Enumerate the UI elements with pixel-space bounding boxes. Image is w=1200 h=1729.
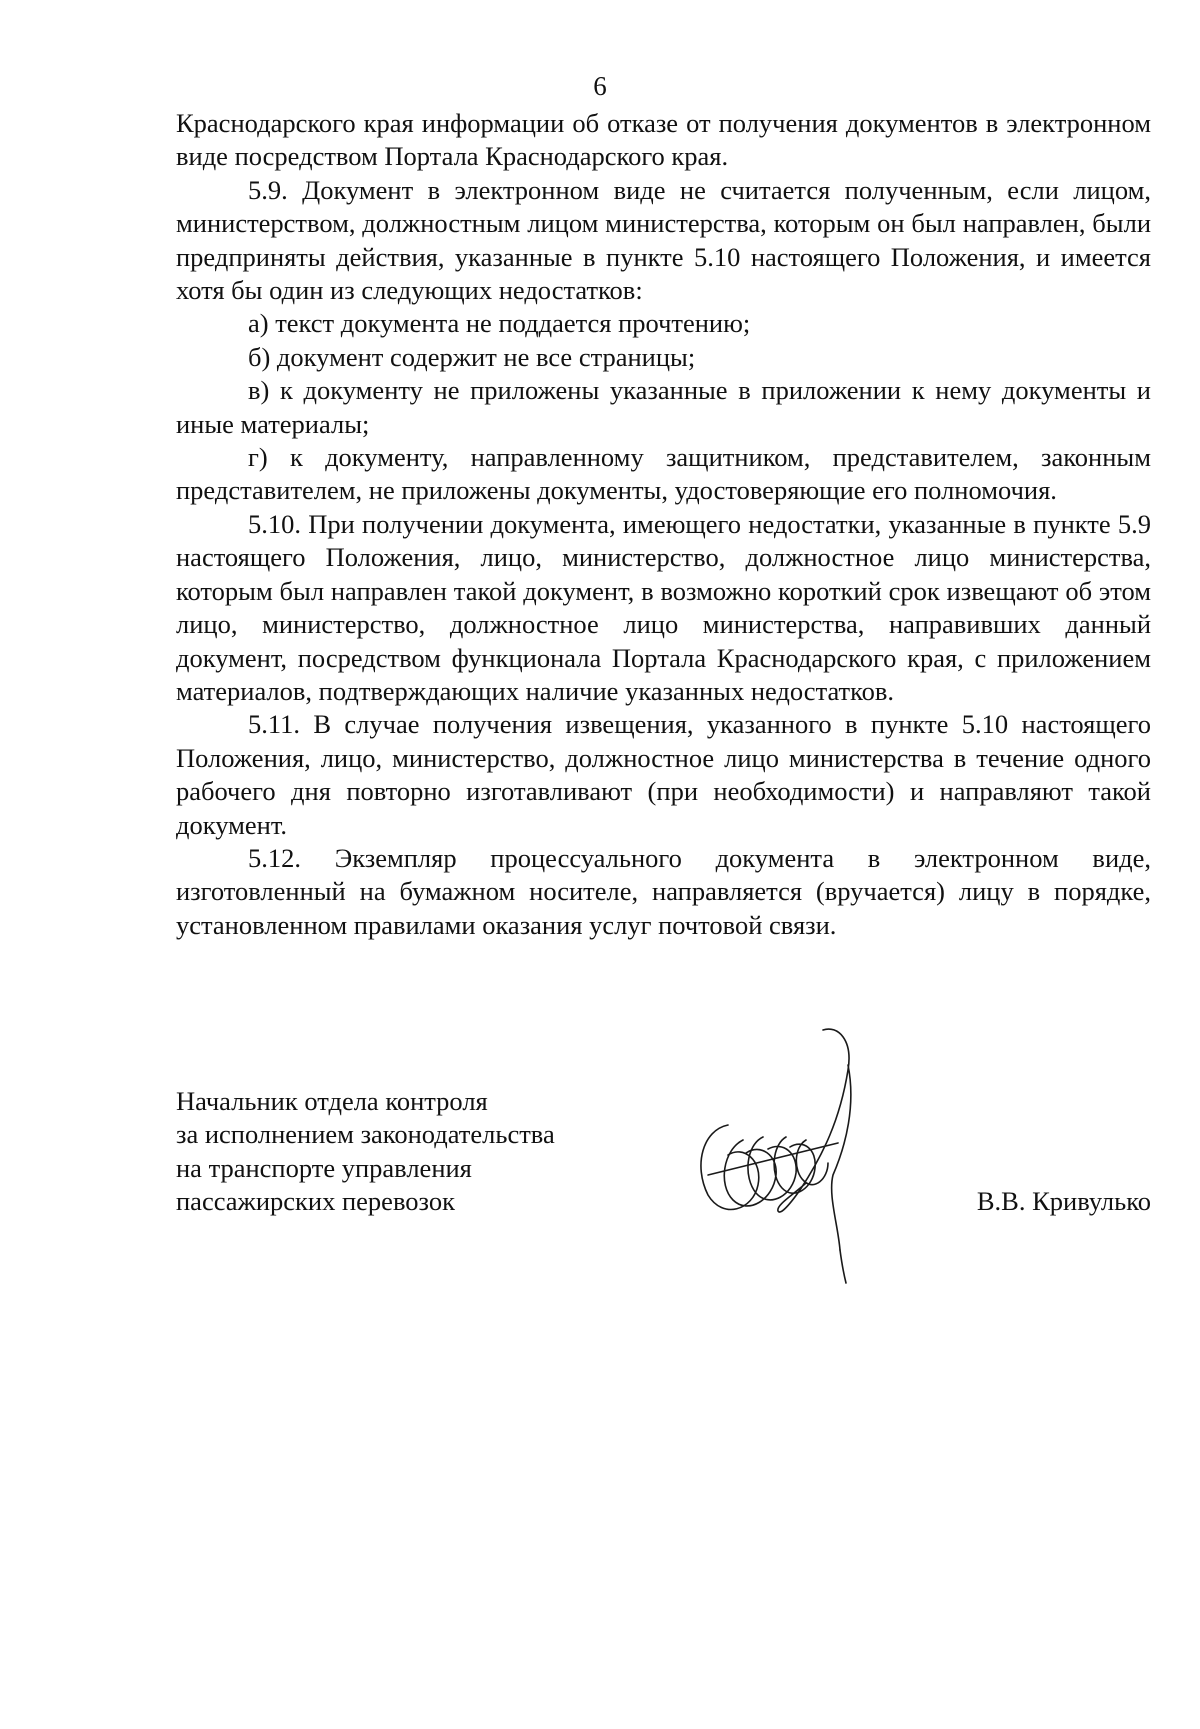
paragraph-continuation: Краснодарского края информации об отказе от получения документов в электронном виде посредством Портала Краснодарского края. [176,108,1151,172]
signer-position-line: за исполнением законодательства [176,1119,555,1150]
signature-stroke [840,1250,846,1283]
signer-position-line: Начальник отдела контроля [176,1086,488,1116]
signer-position [176,1085,696,1219]
paragraph-5-11: 5.11. В случае получения извещения, указанного в пункте 5.10 настоящего Положения, лицо, министерство, должностное лицо министерства в течение одного рабочего дня повторно изготавливают (при необходимости) и направляют такой документ. [176,709,1151,840]
list-item-v: в) к документу не приложены указанные в приложении к нему документы и иные материалы; [176,375,1151,439]
document-body [176,107,1151,942]
signature-block [176,1085,1151,1295]
paragraph-5-9: 5.9. Документ в электронном виде не считается полученным, если лицом, министерством, должностным лицом министерства, которым он был направлен, были предприняты действия, указанные в пункте 5.10 настоящего Положения, и имеется хотя бы один из следующих недостатков: [176,174,1151,306]
paragraph-5-12: 5.12. Экземпляр процессуального документа в электронном виде, изготовленный на бумажном носителе, направляется (вручается) лицу в порядке, установленном правилами оказания услуг почтовой связи. [176,842,1151,940]
list-item-g: г) к документу, направленному защитником, представителем, законным представителем, не приложены документы, удостоверяющие его полномочия. [176,442,1151,506]
list-item-b: б) документ содержит не все страницы; [248,341,696,372]
page-number: 6 [593,71,607,101]
signer-position-line: на транспорте управления [176,1152,472,1183]
signer-position-line: пассажирских перевозок [176,1186,455,1217]
handwritten-signature [688,1025,908,1285]
list-item-a: а) текст документа не поддается прочтению; [248,308,751,339]
signer-name: В.В. Кривулько [976,1186,1151,1216]
signature-stroke [832,1065,851,1250]
signature-stroke [724,1140,776,1206]
signature-stroke [748,1137,796,1200]
paragraph-5-10: 5.10. При получении документа, имеющего недостатки, указанные в пункте 5.9 настоящего Положения, лицо, министерство, должностное лицо министерства, которым был направлен такой документ, в возможно короткий срок извещают об этом лицо, министерство, должностное лицо министерства, направивших данный документ, посредством функционала Портала Краснодарского края, с приложением материалов, подтверждающих наличие указанных недостатков. [176,508,1151,706]
